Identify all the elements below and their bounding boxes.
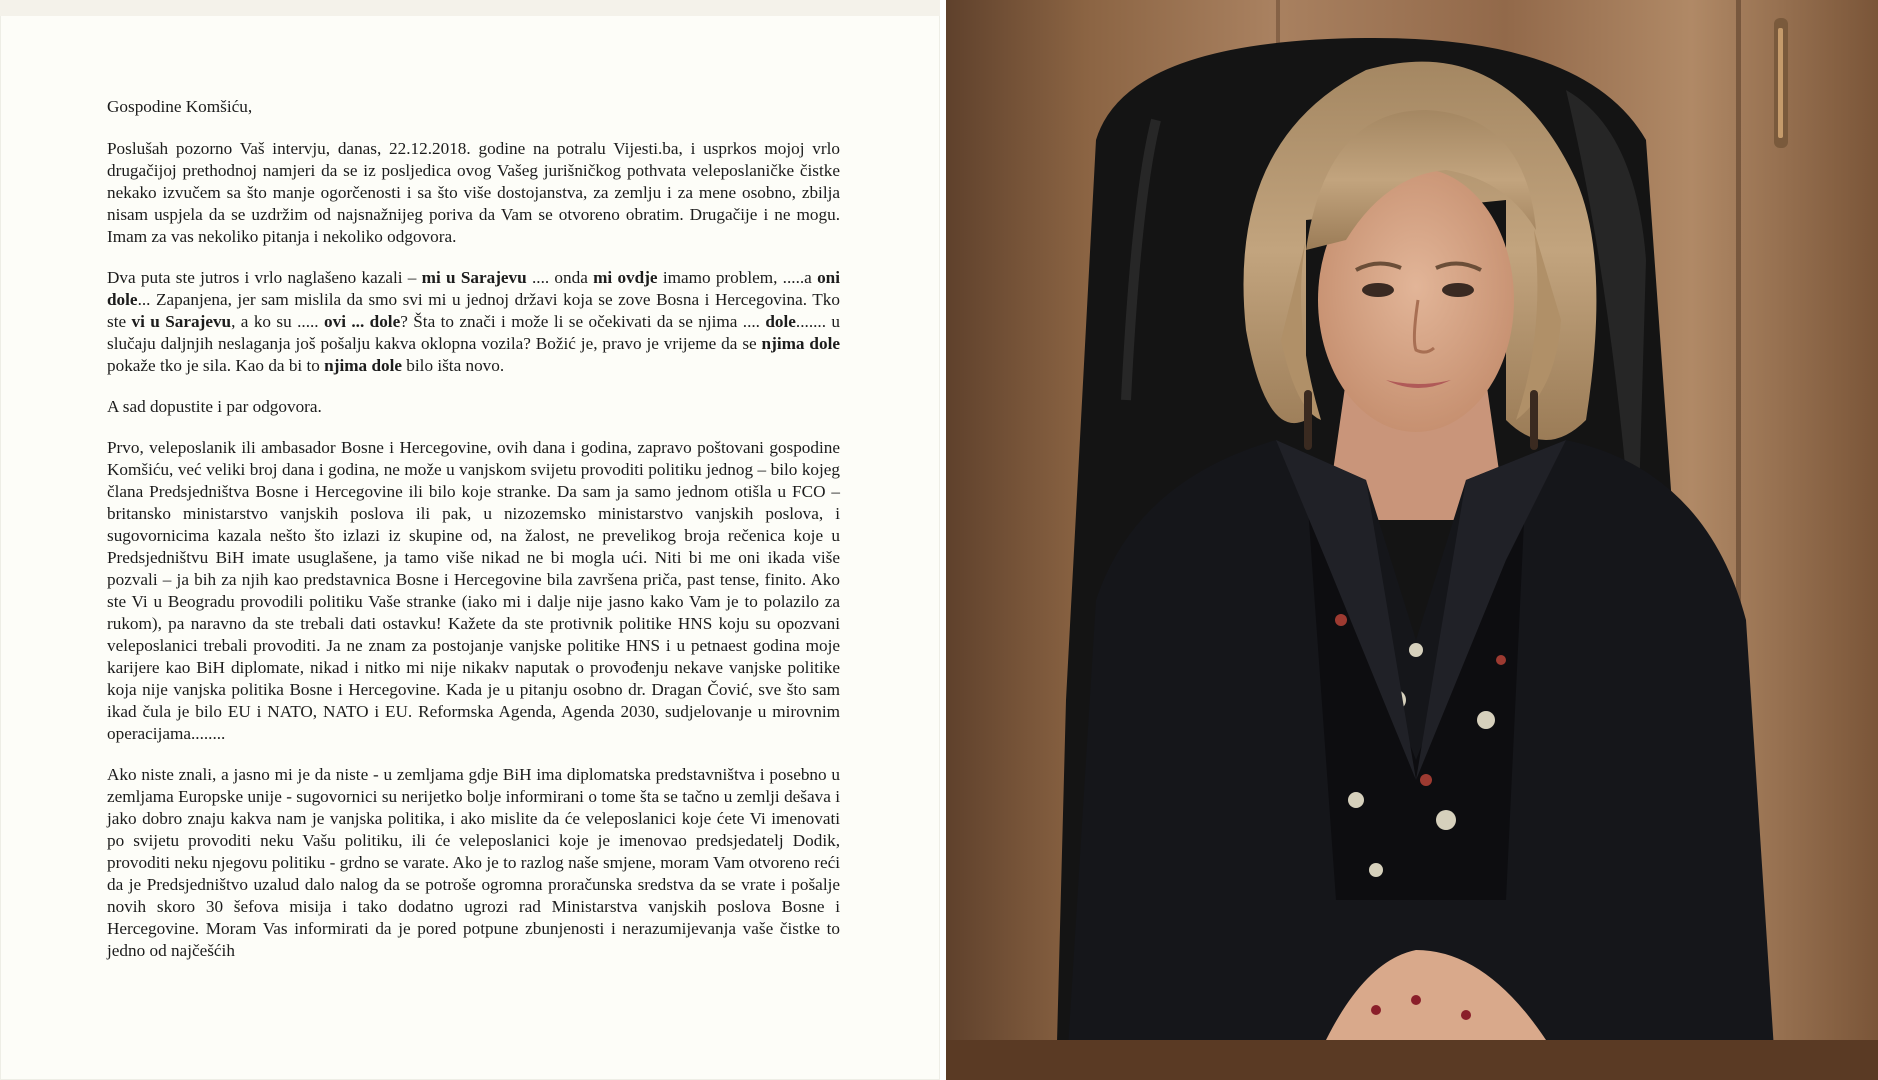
letter-paragraph [107, 138, 840, 248]
text-run: A sad dopustite i par odgovora. [107, 397, 322, 416]
text-run: ? Šta to znači i može li se očekivati da se njima .... [400, 312, 766, 331]
letter-paragraphs [107, 138, 840, 962]
portrait-photo [946, 0, 1878, 1080]
emphasized-phrase: mi ovdje [593, 268, 658, 287]
text-run: ....... u slučaju daljnjih neslaganja još pošalju kakva oklopna vozila? Božić je, pravo je vrijeme da se [107, 312, 840, 353]
emphasized-phrase: oni dole [107, 268, 840, 309]
emphasized-phrase: dole [765, 312, 796, 331]
emphasized-phrase: ovi ... dole [324, 312, 401, 331]
text-run: .... onda [526, 268, 594, 287]
earring-left [1304, 390, 1312, 450]
nail [1461, 1010, 1471, 1020]
desk [946, 1040, 1878, 1080]
eye-right [1442, 283, 1474, 297]
letter-paragraph [107, 764, 840, 962]
letter-top-band [0, 0, 940, 16]
letter-paragraph [107, 437, 840, 745]
text-run: Poslušah pozorno Vaš intervju, danas, 22.12.2018. godine na potralu Vijesti.ba, i usprkos mojoj vrlo drugačijoj prethodnoj namjeri da se iz posljedica ovog Vašeg jurišničkog pothvata veleposlaničke čistke nekako izvučem sa što manje ogorčenosti i sa što više dostojanstva, za zemlju i za mene osobno, zbilja nisam uspjela da se uzdržim od najsnažnijeg poriva da Vam se otvoreno obratim. Drugačije i ne mogu. Imam za vas nekoliko pitanja i nekoliko odgovora. [107, 139, 840, 246]
text-run: ... Zapanjena, jer sam mislila da smo svi mi u jednoj državi koja se zove Bosna i Hercegovina. Tko ste [107, 290, 840, 331]
letter-paragraph [107, 267, 840, 377]
letter-paragraph [107, 396, 840, 418]
letter-salutation: Gospodine Komšiću, [107, 97, 253, 116]
text-run: pokaže tko je sila. Kao da bi to [107, 356, 325, 375]
text-run: bilo išta novo. [402, 356, 505, 375]
text-run: Ako niste znali, a jasno mi je da niste - u zemljama gdje BiH ima diplomatska predstavništva i posebno u zemljama Europske unije - sugovornici su nerijetko bolje informirani o tome šta se tačno u zemlji dešava i jako dobro znaju kakva nam je vanjska politika, i ako mislite da će veleposlanici koje ćete Vi imenovati po svijetu provoditi neku Vašu politiku, ili će veleposlanici koje je imenovao predsjedatelj Dodik, provoditi neku njegovu politiku - grdno se varate. Ako je to razlog naše smjene, moram Vam otvoreno reći da je Predsjedništvo uzalud dalo nalog da se potroše ogromna proračunska sredstva da se vrate i pošalje novih skoro 30 šefova misija i tako dodatno ugrozi rad Ministarstva vanjskih poslova Bosne i Hercegovine. Moram Vas informirati da je pored potpune zbunjenosti i nerazumijevanja vaše čistke to jedno od najčešćih [107, 765, 840, 960]
text-run: Prvo, veleposlanik ili ambasador Bosne i Hercegovine, ovih dana i godina, zapravo poštovani gospodine Komšiću, već veliki broj dana i godina, ne može u vanjskom svijetu provoditi politiku jednog – bilo kojeg člana Predsjedništva Bosne i Hercegovine ili bilo koje stranke. Da sam ja samo jednom otišla u FCO – britansko ministarstvo vanjskih poslova ili pak, u nizozemsko ministarstvo vanjskih poslova, i sugovornicima kazala nešto što izlazi iz skupine od, na žalost, ne prevelikog broja rečenica koje u Predsjedništvu BiH imate usuglašene, ja tamo više nikad ne bi mogla ući. Niti bi me oni ikada više pozvali – ja bih za njih kao predstavnica Bosne i Hercegovine bila završena priča, past tense, finito. Ako ste Vi u Beogradu provodili politiku Vaše stranke (iako mi i dalje nije jasno kako Vam je to polazilo za rukom), pa naravno da ste trebali dati ostavku! Kažete da ste protivnik politike HNS koju su opozvani veleposlanici trebali provoditi. Ja ne znam za postojanje vanjske politike HNS i u petnaest godina moje karijere kao BiH diplomate, nikad i nitko mi nije nikakv naputak o provođenju nekave vanjske politike koja nije vanjska politika Bosne i Hercegovine. Kada je u pitanju osobno dr. Dragan Čović, sve što sam ikad čula je bilo EU i NATO, NATO i EU. Reformska Agenda, Agenda 2030, sudjelovanje u mirovnim operacijama........ [107, 438, 840, 743]
cabinet-handle-shine [1778, 28, 1783, 138]
emphasized-phrase: njima dole [324, 356, 402, 375]
emphasized-phrase: vi u Sarajevu [131, 312, 232, 331]
text-run: Dva puta ste jutros i vrlo naglašeno kazali – [107, 268, 422, 287]
eye-left [1362, 283, 1394, 297]
nail [1371, 1005, 1381, 1015]
text-run: , a ko su ..... [231, 312, 324, 331]
portrait-illustration [946, 0, 1878, 1080]
emphasized-phrase: mi u Sarajevu [421, 268, 527, 287]
nail [1411, 995, 1421, 1005]
earring-right [1530, 390, 1538, 450]
letter-body [107, 96, 840, 981]
emphasized-phrase: njima dole [761, 334, 840, 353]
text-run: imamo problem, .....a [657, 268, 818, 287]
